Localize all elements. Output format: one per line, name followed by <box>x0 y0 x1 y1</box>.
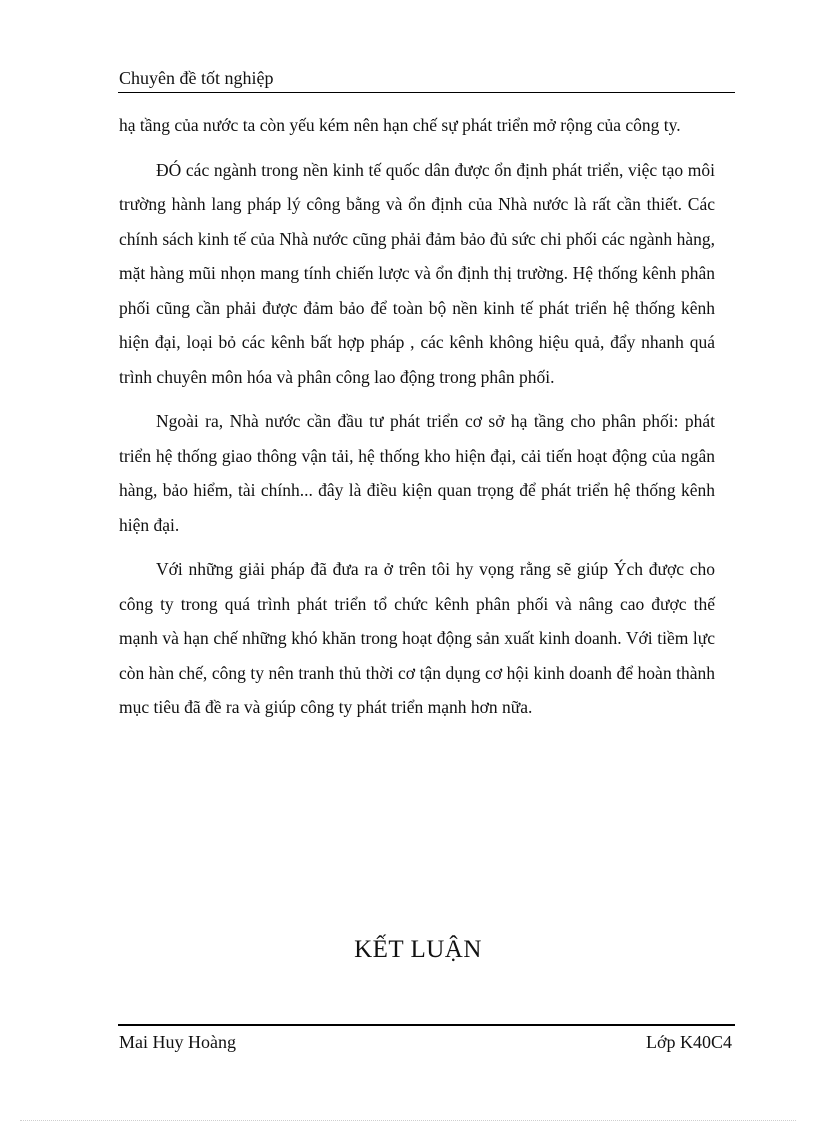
page-edge-divider <box>20 1120 796 1121</box>
footer-class: Lớp K40C4 <box>645 1032 732 1052</box>
paragraph-infrastructure: Ngoài ra, Nhà nước cần đầu tư phát triển cơ sở hạ tầng cho phân phối: phát triển hệ thống giao thông vận tải, hệ thống kho hiện đại, cải tiến hoạt động của ngân hàng, bảo hiểm, tài chính... đây là điều kiện quan trọng để phát triển hệ thống kênh hiện đại. <box>119 411 715 535</box>
footer-rule <box>118 1024 735 1026</box>
body-text <box>119 108 715 735</box>
footer-author: Mai Huy Hoàng <box>119 1032 236 1052</box>
paragraph-policy: ĐÓ các ngành trong nền kinh tế quốc dân được ổn định phát triển, việc tạo môi trường hành lang pháp lý công bằng và ổn định của Nhà nước là rất cần thiết. Các chính sách kinh tế của Nhà nước cũng phải đảm bảo đủ sức chi phối các ngành hàng, mặt hàng mũi nhọn mang tính chiến lược và ổn định thị trường. Hệ thống kênh phân phối cũng cần phải được đảm bảo để toàn bộ nền kinh tế phát triển hệ thống kênh hiện đại, loại bỏ các kênh bất hợp pháp , các kênh không hiệu quả, đẩy nhanh quá trình chuyên môn hóa và phân công lao động trong phân phối. <box>119 159 715 387</box>
header-title: Chuyên đề tốt nghiệp <box>119 68 274 88</box>
header-rule <box>118 92 735 93</box>
conclusion-heading: KẾT LUẬN <box>354 936 482 963</box>
paragraph-continuation: hạ tầng của nước ta còn yếu kém nên hạn chế sự phát triển mở rộng của công ty. <box>119 115 681 135</box>
paragraph-solutions: Với những giải pháp đã đưa ra ở trên tôi hy vọng rằng sẽ giúp Ých được cho công ty trong quá trình phát triển tổ chức kênh phân phối và nâng cao được thế mạnh và hạn chế những khó khăn trong hoạt động sản xuất kinh doanh. Với tiềm lực còn hàn chế, công ty nên tranh thủ thời cơ tận dụng cơ hội kinh doanh để hoàn thành mục tiêu đã đề ra và giúp công ty phát triển mạnh hơn nữa. <box>119 559 715 717</box>
